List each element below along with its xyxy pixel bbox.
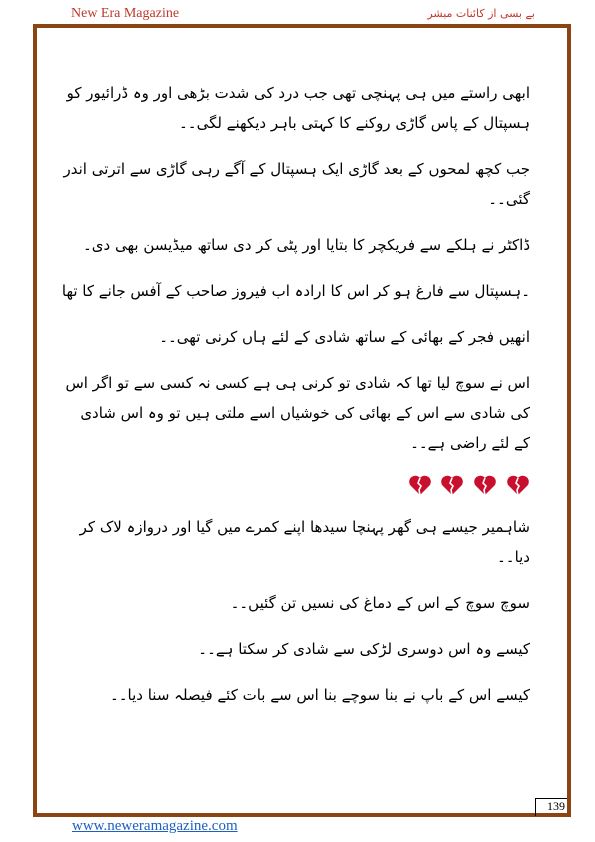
paragraph-9: کیسے وہ اس دوسری لڑکی سے شادی کر سکتا ہے۔۔ xyxy=(198,640,530,658)
paragraph-6: اس نے سوچ لیا تھا کہ شادی تو کرنی ہی ہے کسی نہ کسی سے تو اگر اس کی شادی سے اس کے بھائی کی خوشیاں اسے ملتی ہیں تو وہ اس شادی کے لئے راضی ہے۔۔ xyxy=(65,374,530,452)
broken-heart-icon xyxy=(473,474,497,496)
story-title: بے بسی از کائنات مبشر xyxy=(427,7,535,20)
paragraph-5: انھیں فجر کے بھائی کے ساتھ شادی کے لئے ہاں کرنی تھی۔۔ xyxy=(159,328,530,346)
paragraph-7: شاہمیر جیسے ہی گھر پہنچا سیدھا اپنے کمرے میں گیا اور دروازہ لاک کر دیا۔۔ xyxy=(79,518,530,566)
footer-website-link[interactable]: www.neweramagazine.com xyxy=(72,818,238,834)
magazine-name: New Era Magazine xyxy=(71,6,180,21)
page-number: 139 xyxy=(535,798,567,816)
broken-hearts-row xyxy=(60,474,530,500)
broken-heart-icon xyxy=(408,474,432,496)
broken-heart-icon xyxy=(440,474,464,496)
paragraph-10: کیسے اس کے باپ نے بنا سوچے بنا اس سے بات کئے فیصلہ سنا دیا۔۔ xyxy=(109,686,530,704)
broken-heart-icon xyxy=(506,474,530,496)
paragraph-3: ڈاکٹر نے ہلکے سے فریکچر کا بتایا اور پٹی کر دی ساتھ میڈیسن بھی دی۔ xyxy=(83,236,530,254)
paragraph-2: جب کچھ لمحوں کے بعد گاڑی ایک ہسپتال کے آگے رہی گاڑی سے اترتی اندر گئی۔۔ xyxy=(63,160,530,208)
story-body xyxy=(60,78,530,726)
paragraph-1: ابھی راستے میں ہی پہنچی تھی جب درد کی شدت بڑھی اور وہ ڈرائیور کو ہسپتال کے پاس گاڑی روکنے کا کہتی باہر دیکھنے لگی۔۔ xyxy=(66,84,530,132)
paragraph-4: ۔ہسپتال سے فارغ ہو کر اس کا ارادہ اب فیروز صاحب کے آفس جانے کا تھا xyxy=(61,282,530,300)
paragraph-8: سوچ سوچ کے اس کے دماغ کی نسیں تن گئیں۔۔ xyxy=(230,594,530,612)
